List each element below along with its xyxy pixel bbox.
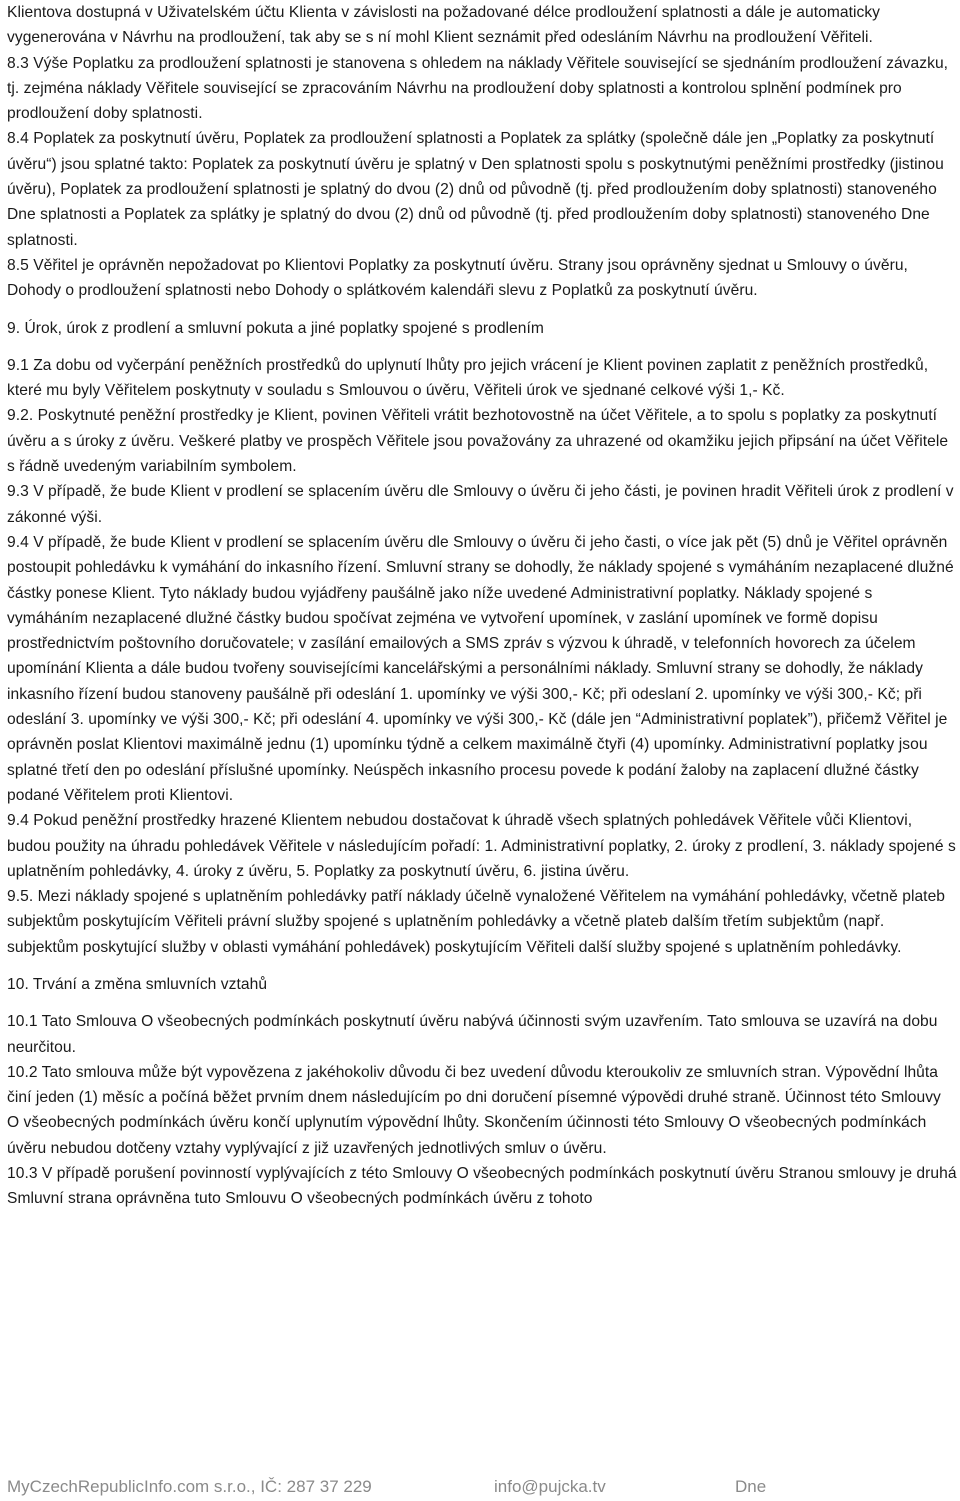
paragraph-10-3: 10.3 V případě porušení povinností vyplývajících z této Smlouvy O všeobecných podmínkách poskytnutí úvěru Stranou smlouvy je druhá Smluvní strana oprávněna tuto Smlouvu O všeobecných podmínkách úvěru z tohoto	[7, 1165, 957, 1208]
page-footer	[7, 1474, 957, 1500]
paragraph-10-2: 10.2 Tato smlouva může být vypovězena z jakéhokoliv důvodu či bez uvedení důvodu kteroukoliv ze smluvních stran. Výpovědní lhůta činí jeden (1) měsíc a počíná běžet prvním dnem následujícím po dni doručení písemné výpovědi druhé straně. Účinnost této Smlouvy O všeobecných podmínkách úvěru končí uplynutím výpovědní lhůty. Skončením účinnosti této Smlouvy O všeobecných podmínkách úvěru nebudou dotčeny vztahy vyplývající z již uzavřených jednotlivých smluv o úvěru.	[7, 1063, 941, 1157]
paragraph-8-3: 8.3 Výše Poplatku za prodloužení splatnosti je stanovena s ohledem na náklady Věřitele související se sjednáním prodloužení závazku, tj. zejména náklady Věřitele související se zpracováním Návrhu na prodloužení doby splatnosti a kontrolou splnění podmínek pro prodloužení doby splatnosti.	[7, 54, 949, 123]
footer-dne: Dne	[735, 1477, 767, 1496]
paragraph-9-5: 9.5. Mezi náklady spojené s uplatněním pohledávky patří náklady účelně vynaložené Věřitelem na vymáhání pohledávky, včetně plateb subjektům poskytujícím Věřiteli právní služby spojené s uplatněním pohledávky a včetně plateb dalším třetím subjektům (např. subjektům poskytující služby v oblasti vymáhání pohledávek) poskytujícím Věřiteli další služby spojené s uplatněním pohledávky.	[7, 888, 946, 956]
paragraph-fee-intro: Klientova dostupná v Uživatelském účtu Klienta v závislosti na požadované délce prodloužení splatnosti a dále je automaticky vygenerována v Návrhu na prodloužení, tak aby se s ní mohl Klient seznámit před odesláním Návrhu na prodloužení Věřiteli.	[7, 4, 881, 47]
footer-email: info@pujcka.tv	[494, 1477, 606, 1496]
paragraph-9-2: 9.2. Poskytnuté peněžní prostředky je Klient, povinen Věřiteli vrátit bezhotovostně na účet Věřitele, a to spolu s poplatky za poskytnutí úvěru a s úroky z úvěru. Veškeré platby ve prospěch Věřitele jsou považovány za uhrazené od okamžiku jejich připsání na účet Věřitele s řádně uvedeným variabilním symbolem.	[7, 407, 949, 476]
paragraph-8-5: 8.5 Věřitel je oprávněn nepožadovat po Klientovi Poplatky za poskytnutí úvěru. Strany jsou oprávněny sjednat u Smlouvy o úvěru, Dohody o prodloužení splatnosti nebo Dohody o splátkovém kalendáři slevu z Poplatků za poskytnutí úvěru.	[7, 256, 908, 300]
paragraph-10-1: 10.1 Tato Smlouva O všeobecných podmínkách poskytnutí úvěru nabývá účinnosti svým uzavřením. Tato smlouva se uzavírá na dobu neurčitou.	[7, 1013, 938, 1056]
footer-company: MyCzechRepublicInfo.com s.r.o., IČ: 287 37 229	[7, 1477, 372, 1496]
paragraph-9-1: 9.1 Za dobu od vyčerpání peněžních prostředků do uplynutí lhůty pro jejich vrácení je Klient povinen zaplatit z peněžních prostředků, které mu byly Věřitelem poskytnuty v souladu s Smlouvou o úvěru, Věřiteli úrok ve sjednané celkové výši 1,- Kč.	[7, 356, 929, 400]
section-heading-10: 10. Trvání a změna smluvních vztahů	[7, 975, 268, 993]
paragraph-9-4-collection: 9.4 V případě, že bude Klient v prodlení se splacením úvěru dle Smlouvy o úvěru či jeho časti, o více jak pět (5) dnů je Věřitel oprávněn postoupit pohledávku k vymáhání do inkasního řízení. Smluvní strany se dohodly, že náklady spojené s vymáháním nezaplacené dlužné částky ponese Klient. Tyto náklady budou vyjádřeny paušálně jako níže uvedené Administrativní poplatky. Náklady spojené s vymáháním nezaplacené dlužné částky budou spočívat zejména ve vytvoření upomínek, v zaslání upomínek ve formě dopisu prostřednictvím poštovního doručovatele; v zasílání emailových a SMS zpráv s výzvou k úhradě, v telefonních hovorech za účelem upomínání Klienta a dále budou tvořeny souvisejícími kancelářskými a personálními náklady. Smluvní strany se dohodly, že náklady inkasního řízení budou stanoveny paušálně při odeslání 1. upomínky ve výši 300,- Kč; při odeslaní 2. upomínky ve výši 300,- Kč; při odeslání 3. upomínky ve výši 300,- Kč; při odeslání 4. upomínky ve výši 300,- Kč (dále jen “Administrativní poplatek”), přičemž Věřitel je oprávněn poslat Klientovi maximálně jednu (1) upomínku týdně a celkem maximálně čtyři (4) upomínky. Administrativní poplatky jsou splatné třetí den po odeslání příslušné upomínky. Neúspěch inkasního procesu povede k podání žaloby na zaplacení dlužné částky podané Věřitelem proti Klientovi.	[7, 533, 954, 804]
paragraph-8-4: 8.4 Poplatek za poskytnutí úvěru, Poplatek za prodloužení splatnosti a Poplatek za splátky (společně dále jen „Poplatky za poskytnutí úvěru“) jsou splatné takto: Poplatek za poskytnutí úvěru je splatný v Den splatnosti spolu s poskytnutými peněžními prostředky (jistinou úvěru), Poplatek za prodloužení splatnosti je splatný do dvou (2) dnů od původně (tj. před prodloužením doby splatnosti) stanoveného Dne splatnosti a Poplatek za splátky je splatný do dvou (2) dnů od původně (tj. před prodloužením doby splatnosti) stanoveného Dne splatnosti.	[7, 130, 944, 249]
paragraph-9-4-payment-order: 9.4 Pokud peněžní prostředky hrazené Klientem nebudou dostačovat k úhradě všech splatných pohledávek Věřitele vůči Klientovi, budou použity na úhradu pohledávek Věřitele v následujícím pořadí: 1. Administrativní poplatky, 2. úroky z prodlení, 3. náklady spojené s uplatněním pohledávky, 4. úroky z úvěru, 5. Poplatky za poskytnutí úvěru, 6. jistina úvěru.	[7, 812, 956, 880]
document-body	[7, 0, 957, 1212]
paragraph-9-3: 9.3 V případě, že bude Klient v prodlení se splacením úvěru dle Smlouvy o úvěru či jeho části, je povinen hradit Věřiteli úrok z prodlení v zákonné výši.	[7, 483, 954, 526]
section-heading-9: 9. Úrok, úrok z prodlení a smluvní pokuta a jiné poplatky spojené s prodlením	[7, 319, 544, 337]
